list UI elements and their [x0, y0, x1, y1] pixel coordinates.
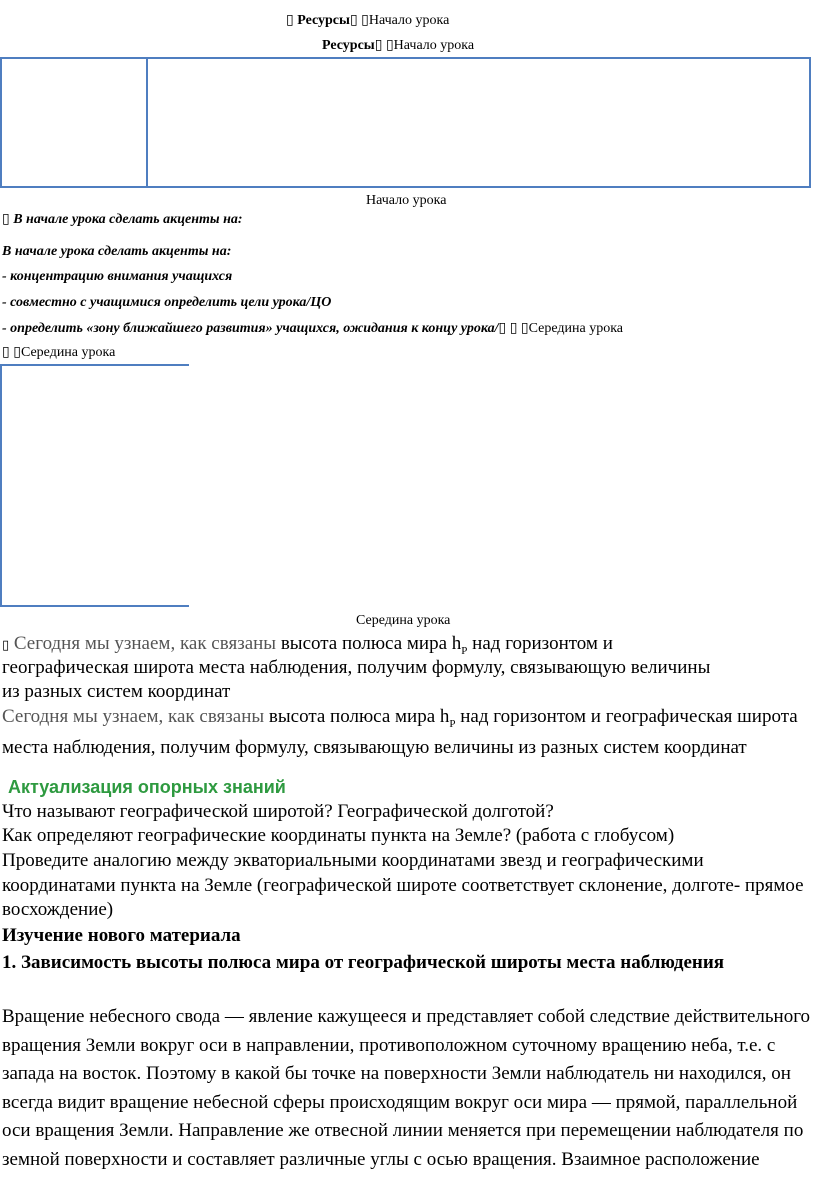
middle-table-top: [0, 364, 189, 366]
subscript-p: P: [449, 717, 456, 730]
intro-line-1-end: над горизонтом и: [472, 633, 613, 654]
new-material-heading: Изучение нового материала: [2, 925, 241, 946]
missing-glyph-icon: ▯: [361, 13, 369, 28]
header-line-1: [286, 12, 449, 29]
missing-glyph-icon: ▯: [349, 13, 358, 28]
intro-gray-text: Сегодня мы узнаем, как связаны: [13, 633, 277, 654]
intro-highlight: высота полюса мира h: [280, 633, 462, 654]
resources-label: Ресурсы: [297, 13, 350, 28]
lesson-start-label: Начало урока: [368, 13, 450, 28]
lesson-start-caption: Начало урока: [366, 193, 447, 208]
table-bottom-border: [0, 186, 811, 188]
actualization-q2: Как определяют географические координаты пункта на Земле? (работа с глобусом): [2, 825, 675, 846]
accent-title-text: В начале урока сделать акценты на:: [13, 212, 243, 227]
missing-glyph-icon: ▯: [385, 38, 394, 53]
intro-line-3: из разных систем координат: [2, 681, 231, 702]
accent-title-repeat: [2, 211, 243, 228]
header-line-2: [322, 37, 474, 54]
table-divider: [146, 57, 148, 188]
actualization-heading: Актуализация опорных знаний: [8, 777, 286, 797]
accent-item-2: - совместно с учащимися определить цели урока/ЦО: [2, 295, 332, 310]
missing-glyph-icon: ▯: [2, 637, 10, 652]
missing-glyph-icon: ▯: [498, 321, 507, 336]
missing-glyph-icon: ▯: [2, 345, 10, 360]
intro-paragraph-end: над горизонтом и географическая широта места наблюдения, получим формулу, связывающую величины из разных систем координат: [2, 706, 798, 759]
subscript-p: P: [461, 644, 468, 657]
middle-table-left: [0, 364, 2, 607]
table-top-border: [0, 57, 811, 59]
accent-item-3: - определить «зону ближайшего развития» учащихся, ожидания к концу урока/▯ ▯ ▯Середина урока: [2, 321, 624, 336]
accent-title: В начале урока сделать акценты на:: [2, 244, 232, 259]
missing-glyph-icon: ▯: [509, 321, 518, 336]
accent-item-3-text: - определить «зону ближайшего развития» учащихся, ожидания к концу урока: [2, 321, 495, 336]
missing-glyph-icon: ▯: [2, 212, 10, 227]
intro-paragraph-gray: Сегодня мы узнаем, как связаны: [2, 706, 265, 727]
accent-item-1: - концентрацию внимания учащихся: [2, 269, 233, 284]
actualization-q3: Проведите аналогию между экваториальными координатами звезд и географическими координатами пункта на Земле (географической широте соответствует склонение, долготе- прямое восхождение): [2, 850, 804, 920]
missing-glyph-icon: ▯: [286, 13, 294, 28]
middle-label-text: Середина урока: [20, 345, 116, 360]
intro-paragraph: [2, 705, 814, 761]
new-material-subheading: 1. Зависимость высоты полюса мира от географической широты места наблюдения: [2, 952, 725, 973]
missing-glyph-icon: ▯: [13, 345, 21, 360]
resources-label: Ресурсы: [322, 38, 375, 53]
table-right-border: [809, 57, 811, 188]
actualization-q1: Что называют географической широтой? Географической долготой?: [2, 801, 554, 822]
lesson-start-label: Начало урока: [393, 38, 475, 53]
middle-caption: Середина урока: [356, 613, 451, 628]
intro-line-2: географическая широта места наблюдения, получим формулу, связывающую величины: [2, 657, 711, 678]
missing-glyph-icon: ▯: [520, 321, 529, 336]
middle-label-inline: Середина урока: [528, 321, 624, 336]
middle-label: [2, 344, 115, 361]
missing-glyph-icon: ▯: [374, 38, 383, 53]
middle-table-bottom: [0, 605, 189, 607]
new-material-paragraph: Вращение небесного свода — явление кажущееся и представляет собой следствие действительного вращения Земли вокруг оси в направлении, противоположном суточному вращению неба, т.е. с запада на восток. Поэтому в какой бы точке на поверхности Земли наблюдатель ни находился, он всегда видит вращение небесной сферы происходящим вокруг оси мира — прямой, параллельной оси вращения Земли. Направление же отвесной линии меняется при перемещении наблюдателя по земной поверхности и составляет различные углы с осью вращения. Взаимное расположение: [2, 1006, 811, 1170]
table-left-border: [0, 57, 2, 188]
intro-paragraph-highlight: высота полюса мира h: [268, 706, 450, 727]
